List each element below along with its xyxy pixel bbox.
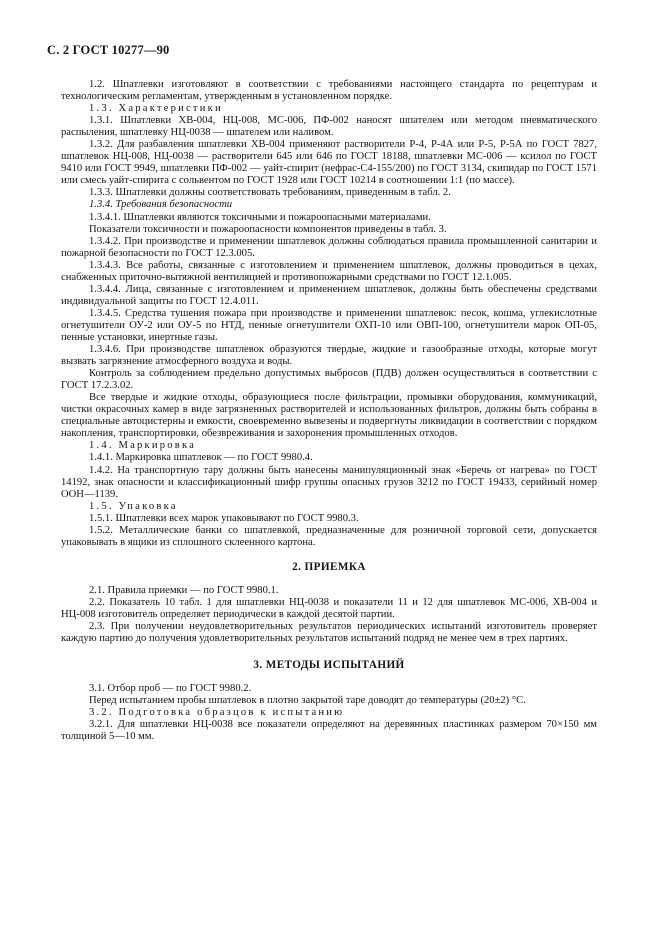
paragraph-1-4-1: 1.4.1. Маркировка шпатлевок — по ГОСТ 9980.4. (89, 452, 313, 464)
paragraph-waste: Все твердые и жидкие отходы, образующиеся после фильтрации, промывки оборудования, коммуникаций, чистки окрасочных камер в виде загрязненных растворителей и использованных фильтров, должны быть собраны в специальные автоцистерны и емкости, своевременно вывезены и подвергнуты ликвидации в соответствии с порядком накопления, транспортировки, обезвреживания и захоронения промышленных отходов. (61, 392, 597, 440)
paragraph-1-3-1: 1.3.1. Шпатлевки ХВ-004, НЦ-008, МС-006, ПФ-002 наносят шпателем или методом пневматического распыления, шпатлевку НЦ-0038 — шпателем или наливом. (61, 115, 597, 139)
paragraph-1-5-1: 1.5.1. Шпатлевки всех марок упаковывают по ГОСТ 9980.3. (89, 512, 359, 524)
paragraph-1-3-4-3: 1.3.4.3. Все работы, связанные с изготовлением и применением шпатлевок, должны проводиться в цехах, снабженных приточно-вытяжной вентиляцией и противопожарными средствами по ГОСТ 12.1.005. (61, 259, 597, 283)
section-title-test-methods: 3. МЕТОДЫ ИСПЫТАНИЙ (253, 659, 405, 672)
paragraph-1-3-4-6: 1.3.4.6. При производстве шпатлевок образуются твердые, жидкие и газообразные отходы, которые могут вызвать загрязнение атмосферного воздуха и воды. (61, 344, 597, 368)
paragraph-2-1: 2.1. Правила приемки — по ГОСТ 9980.1. (89, 584, 279, 596)
paragraph-1-4-2: 1.4.2. На транспортную тару должны быть нанесены манипуляционный знак «Беречь от нагрева» по ГОСТ 14192, знак опасности и классификационный шифр группы опасных грузов 3212 по ГОСТ 19433, серийный номер ООН—1139. (61, 464, 597, 500)
paragraph-1-3-4-2: 1.3.4.2. При производстве и применении шпатлевок должны соблюдаться правила промышленной санитарии и пожарной безопасности по ГОСТ 12.3.005. (61, 235, 597, 259)
paragraph-1-3-2: 1.3.2. Для разбавления шпатлевки ХВ-004 применяют растворители Р-4, Р-4А или Р-5, Р-5А по ГОСТ 7827, шпатлевок НЦ-008, НЦ-0038 — растворители 645 или 646 по ГОСТ 18188, шпатлевки МС-006 — ксилол по ГОСТ 9410 или ГОСТ 9949, шпатлевки ПФ-002 — уайт-спирит (нефрас-С4-155/200) по ГОСТ 3134, скипидар по ГОСТ 1571 или смесь уайт-спирита с сольвентом по ГОСТ 1928 или ГОСТ 10214 в соотношении 1:1 (по массе). (61, 139, 597, 187)
paragraph-toxicity: Показатели токсичности и пожароопасности компонентов приведены в табл. 3. (89, 223, 447, 235)
paragraph-1-5-2: 1.5.2. Металлические банки со шпатлевкой, предназначенные для розничной торговой сети, допускается упаковывать в ящики из сплошного склеенного картона. (61, 524, 597, 548)
paragraph-pdv-control: Контроль за соблюдением предельно допустимых выбросов (ПДВ) должен осуществляться в соответствии с ГОСТ 17.2.3.02. (61, 368, 597, 392)
section-heading-characteristics: 1.3. Характеристики (89, 103, 223, 115)
paragraph-1-3-4-5: 1.3.4.5. Средства тушения пожара при производстве и применении шпатлевок: песок, кошма, углекислотные огнетушители ОУ-2 или ОУ-5 по НТД, пенные огнетушители ОХП-10 или ОВП-100, огнетушители марок ОП-05, пенные установки, инертные газы. (61, 307, 597, 343)
document-body (61, 79, 597, 743)
paragraph-temperature: Перед испытанием пробы шпатлевок в плотно закрытой таре доводят до температуры (20±2) °С. (89, 695, 526, 707)
paragraph-1-3-4-4: 1.3.4.4. Лица, связанные с изготовлением и применением шпатлевок, должны быть обеспечены средствами индивидуальной защиты по ГОСТ 12.4.011. (61, 283, 597, 307)
section-heading-safety: 1.3.4. Требования безопасности (89, 199, 233, 211)
section-title-acceptance: 2. ПРИЕМКА (292, 560, 366, 573)
section-heading-marking: 1.4. Маркировка (89, 440, 197, 452)
section-heading-packing: 1.5. Упаковка (89, 500, 178, 512)
paragraph-1-3-3: 1.3.3. Шпатлевки должны соответствовать требованиям, приведенным в табл. 2. (89, 187, 451, 199)
paragraph-1-3-4-1: 1.3.4.1. Шпатлевки являются токсичными и пожароопасными материалами. (89, 211, 431, 223)
paragraph-2-3: 2.3. При получении неудовлетворительных результатов периодических испытаний изготовитель проверяет каждую партию до получения удовлетворительных результатов испытаний подряд не менее чем в трех партиях. (61, 620, 597, 645)
paragraph-3-2-1: 3.2.1. Для шпатлевки НЦ-0038 все показатели определяют на деревянных пластинках размером 70×150 мм толщиной 5—10 мм. (61, 719, 597, 743)
section-heading-sample-prep: 3.2. Подготовка образцов к испытанию (89, 707, 345, 719)
paragraph-2-2: 2.2. Показатель 10 табл. 1 для шпатлевки НЦ-0038 и показатели 11 и 12 для шпатлевок МС-006, ХВ-004 и НЦ-008 изготовитель определяет периодически в каждой десятой партии. (61, 596, 597, 620)
page-header: С. 2 ГОСТ 10277—90 (47, 43, 170, 57)
paragraph-3-1: 3.1. Отбор проб — по ГОСТ 9980.2. (89, 683, 252, 695)
paragraph-1-2: 1.2. Шпатлевки изготовляют в соответствии с требованиями настоящего стандарта по рецептурам и технологическим регламентам, утвержденным в установленном порядке. (61, 79, 597, 103)
